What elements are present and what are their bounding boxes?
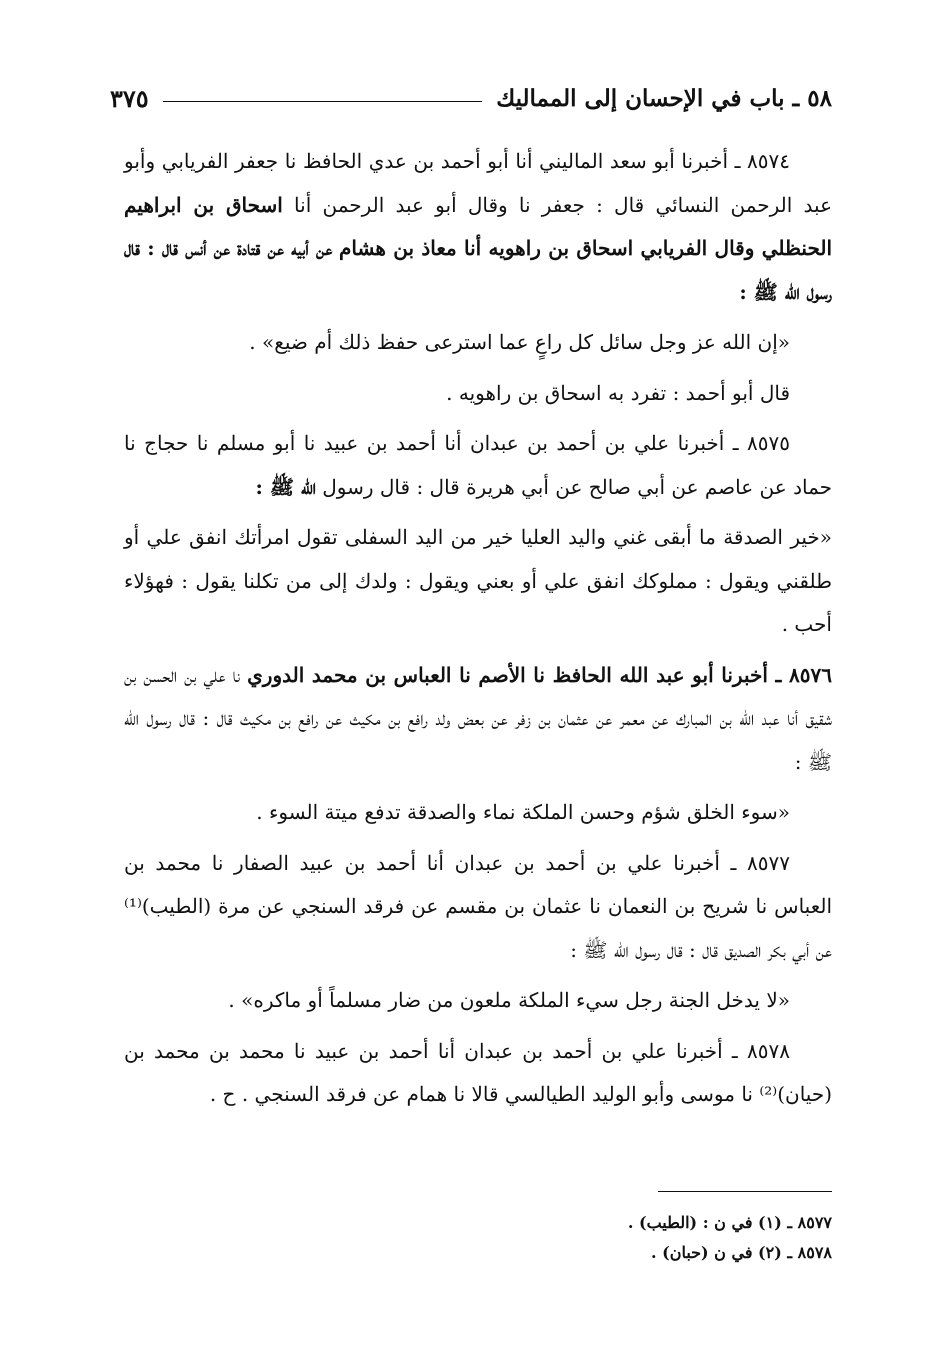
text-run: «سوء الخلق شؤم وحسن الملكة نماء والصدقة تدفع ميتة السوء . — [256, 800, 790, 824]
text-run: نا علي بن الحسن بن شقيق أنا عبد الله بن المبارك عن معمر عن عثمان بن زفر عن بعض ولد رافع بن مكيث عن رافع بن مكيث قال : قال رسول الله ﷺ : — [124, 662, 832, 774]
hadith-8574-matn — [124, 321, 832, 365]
hadith-8575-matn — [124, 516, 832, 647]
text-run: قال أبو أحمد : تفرد به اسحاق بن راهويه . — [446, 380, 790, 405]
footnotes — [400, 1208, 832, 1268]
hadith-8575-isnad — [124, 422, 832, 509]
text-run: «إن الله عز وجل سائل كل راعٍ عما استرعى حفظ ذلك أم ضيع» . — [249, 330, 790, 354]
footnote-2: ٨٥٧٨ ـ (٢) في ن (حبان) . — [650, 1243, 832, 1262]
page-number: ٣٧٥ — [110, 83, 149, 113]
hadith-8574-comment — [124, 372, 832, 416]
hadith-8578-isnad — [124, 1030, 832, 1117]
main-text — [124, 140, 832, 1124]
text-run: ٨٥٧٨ ـ أخبرنا علي بن أحمد بن عبدان أنا أحمد بن عبيد نا محمد بن محمد بن (حيان)⁽²⁾ نا موسى وأبو الوليد الطيالسي قالا نا همام عن فرقد السنجي . ح . — [124, 1038, 832, 1106]
chapter-title: ٥٨ ـ باب في الإحسان إلى المماليك — [496, 84, 832, 112]
footnote-divider — [658, 1191, 832, 1192]
hadith-8576-matn — [124, 791, 832, 835]
text-run: «خير الصدقة ما أبقى غني واليد العليا خير من اليد السفلى تقول امرأتك انفق علي أو طلقني ويقول : مملوكك انفق علي أو بعني ويقول : ولدك إلى من تكلنا يقول : فهؤلاء أحب . — [124, 525, 832, 636]
footnote-1: ٨٥٧٧ ـ (١) في ن : (الطيب) . — [627, 1213, 832, 1232]
text-run: «لا يدخل الجنة رجل سيء الملكة ملعون من ضار مسلماً أو ماكره» . — [228, 988, 790, 1012]
text-run: ٨٥٧٥ ـ أخبرنا علي بن أحمد بن عبدان أنا أحمد بن عبيد نا أبو مسلم نا حجاج نا حماد عن عاصم عن أبي صالح عن أبي هريرة قال : قال رسول — [124, 431, 832, 499]
text-run-bold: اسحاق بن ابراهيم الحنظلي وقال الفريابي اسحاق بن راهويه أنا معاذ بن هشام — [124, 192, 833, 260]
text-run-bold: ٨٥٧٦ ـ أخبرنا أبو عبد الله الحافظ نا الأصم نا العباس بن محمد الدوري — [247, 662, 833, 687]
text-run-bold: الله ﷺ : — [255, 474, 316, 499]
hadith-8577-matn — [124, 979, 832, 1023]
hadith-8576-isnad — [124, 654, 832, 785]
text-run: ٨٥٧٧ ـ أخبرنا علي بن أحمد بن عبدان أنا أحمد بن عبيد الصفار نا محمد بن العباس نا شريح بن النعمان نا عثمان بن مقسم عن فرقد السنجي عن مرة (الطيب)⁽¹⁾ عن أبي بكر الصديق قال : قال رسول الله ﷺ : — [124, 850, 832, 962]
hadith-8577-isnad — [124, 842, 832, 973]
hadith-8574-isnad — [124, 140, 832, 314]
header-rule — [163, 101, 483, 102]
running-header — [110, 78, 832, 118]
text-run: ٨٥٧٤ ـ أخبرنا أبو سعد الماليني أنا أبو أحمد بن عدي الحافظ نا جعفر الفريابي وأبو عبد الرحمن النسائي قال : جعفر نا وقال أبو عبد الرحمن أنا — [124, 149, 832, 217]
text-run-bold: عن أبيه عن قتادة عن أنس قال : قال رسول الله ﷺ : — [124, 236, 832, 304]
